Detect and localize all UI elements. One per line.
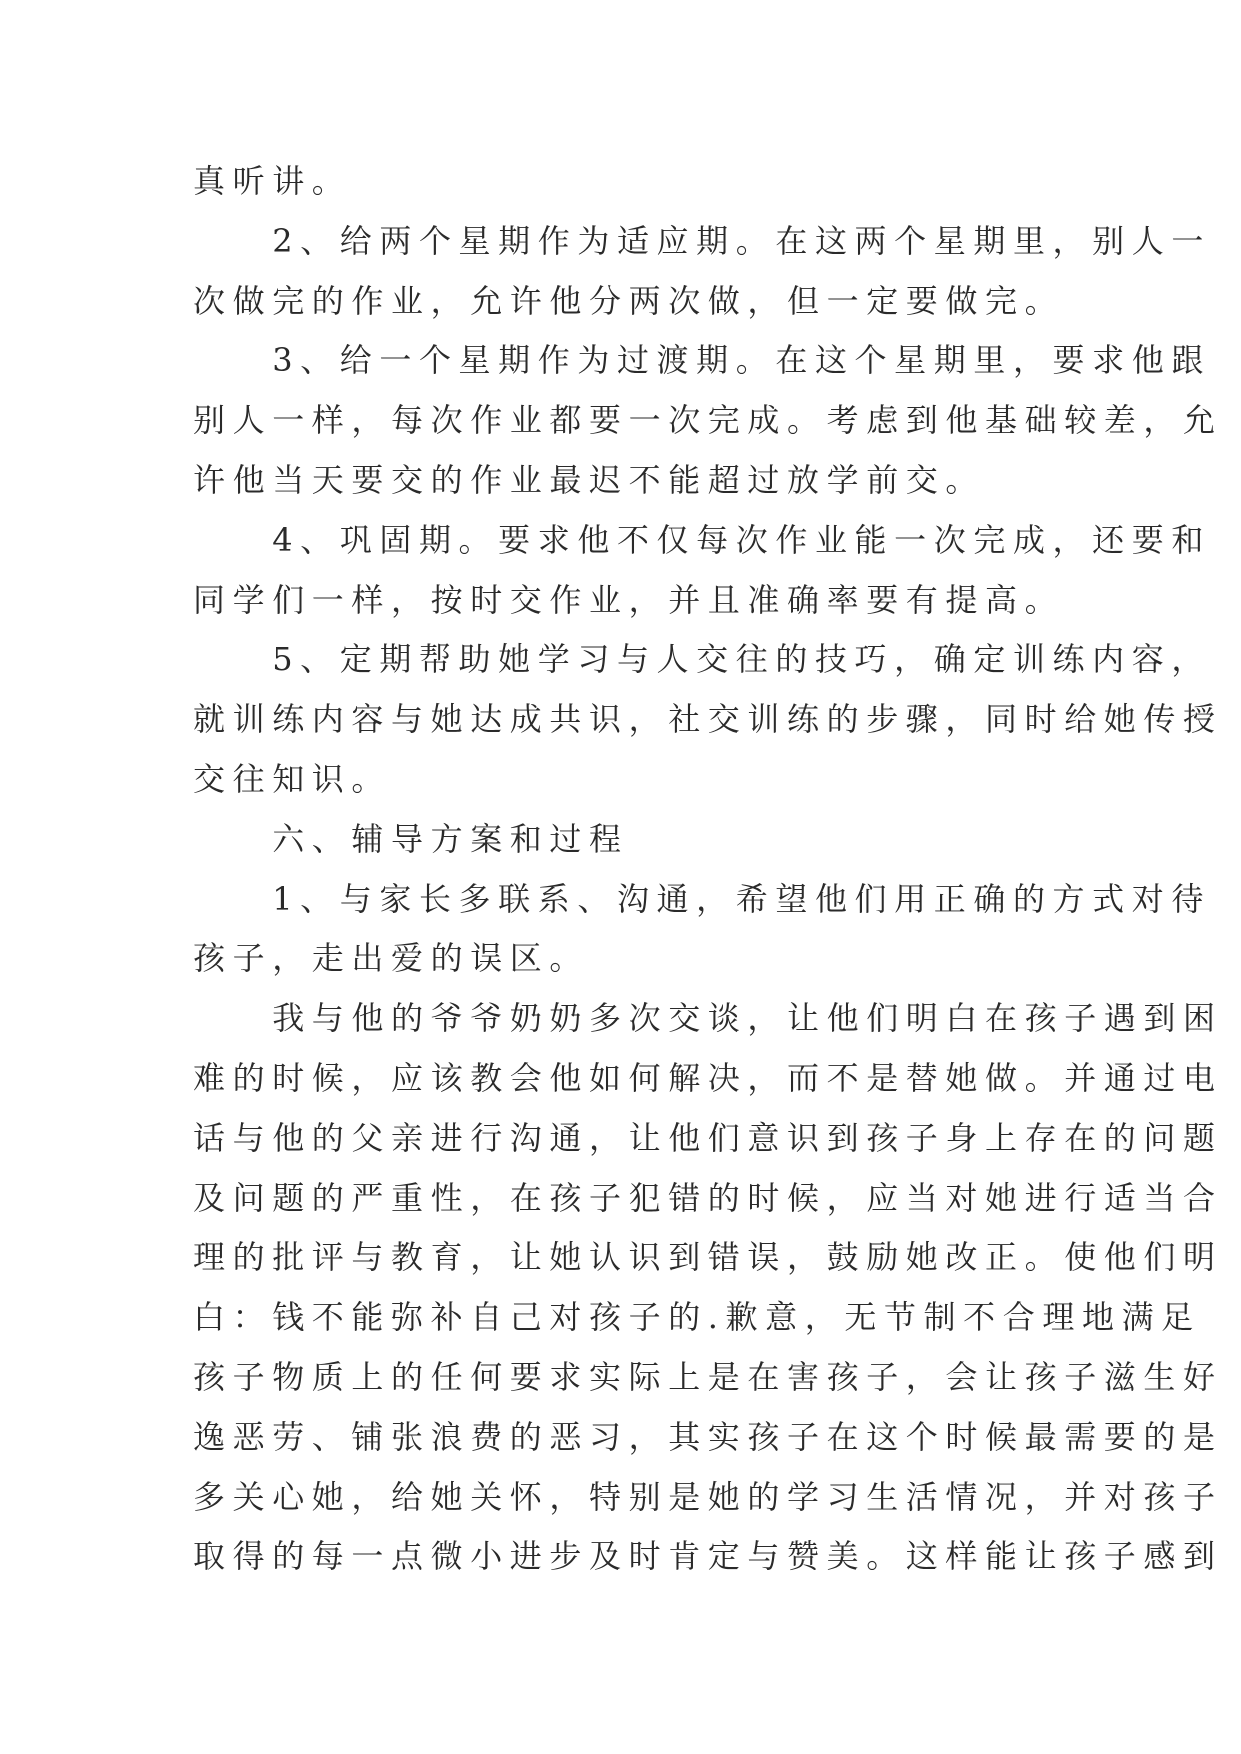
text-line: 我与他的爷爷奶奶多次交谈，让他们明白在孩子遇到困 <box>193 999 1223 1038</box>
text-line: 话与他的父亲进行沟通，让他们意识到孩子身上存在的问题 <box>193 1118 1223 1157</box>
text-line: 多关心她，给她关怀，特别是她的学习生活情况，并对孩子 <box>193 1477 1223 1516</box>
text-line: 难的时候，应该教会他如何解决，而不是替她做。并通过电 <box>193 1058 1223 1097</box>
text-line: 交往知识。 <box>193 759 392 798</box>
text-line: 别人一样，每次作业都要一次完成。考虑到他基础较差，允 <box>193 401 1223 440</box>
text-line: 白：钱不能弥补自己对孩子的.歉意，无节制不合理地满足 <box>193 1298 1201 1337</box>
text-line: 理的批评与教育，让她认识到错误，鼓励她改正。使他们明 <box>193 1238 1223 1277</box>
text-line: 2、给两个星期作为适应期。在这两个星期里，别人一 <box>193 221 1211 260</box>
text-line: 次做完的作业，允许他分两次做，但一定要做完。 <box>193 281 1065 320</box>
text-line: 同学们一样，按时交作业，并且准确率要有提高。 <box>193 580 1065 619</box>
document-body <box>193 152 1223 1587</box>
text-line: 3、给一个星期作为过渡期。在这个星期里，要求他跟 <box>193 341 1211 380</box>
text-line: 就训练内容与她达成共识，社交训练的步骤，同时给她传授 <box>193 700 1223 739</box>
text-line: 1、与家长多联系、沟通，希望他们用正确的方式对待 <box>193 879 1211 918</box>
section-heading: 六、辅导方案和过程 <box>193 819 629 858</box>
text-line: 逸恶劳、铺张浪费的恶习，其实孩子在这个时候最需要的是 <box>193 1417 1223 1456</box>
text-line: 5、定期帮助她学习与人交往的技巧，确定训练内容， <box>193 640 1211 679</box>
text-line: 孩子物质上的任何要求实际上是在害孩子，会让孩子滋生好 <box>193 1357 1223 1396</box>
text-line: 真听讲。 <box>193 162 352 200</box>
text-line: 孩子，走出爱的误区。 <box>193 939 590 978</box>
text-line: 4、巩固期。要求他不仅每次作业能一次完成，还要和 <box>193 520 1211 559</box>
text-line: 及问题的严重性，在孩子犯错的时候，应当对她进行适当合 <box>193 1178 1223 1217</box>
text-line: 取得的每一点微小进步及时肯定与赞美。这样能让孩子感到 <box>193 1537 1223 1576</box>
text-line: 许他当天要交的作业最迟不能超过放学前交。 <box>193 460 986 499</box>
